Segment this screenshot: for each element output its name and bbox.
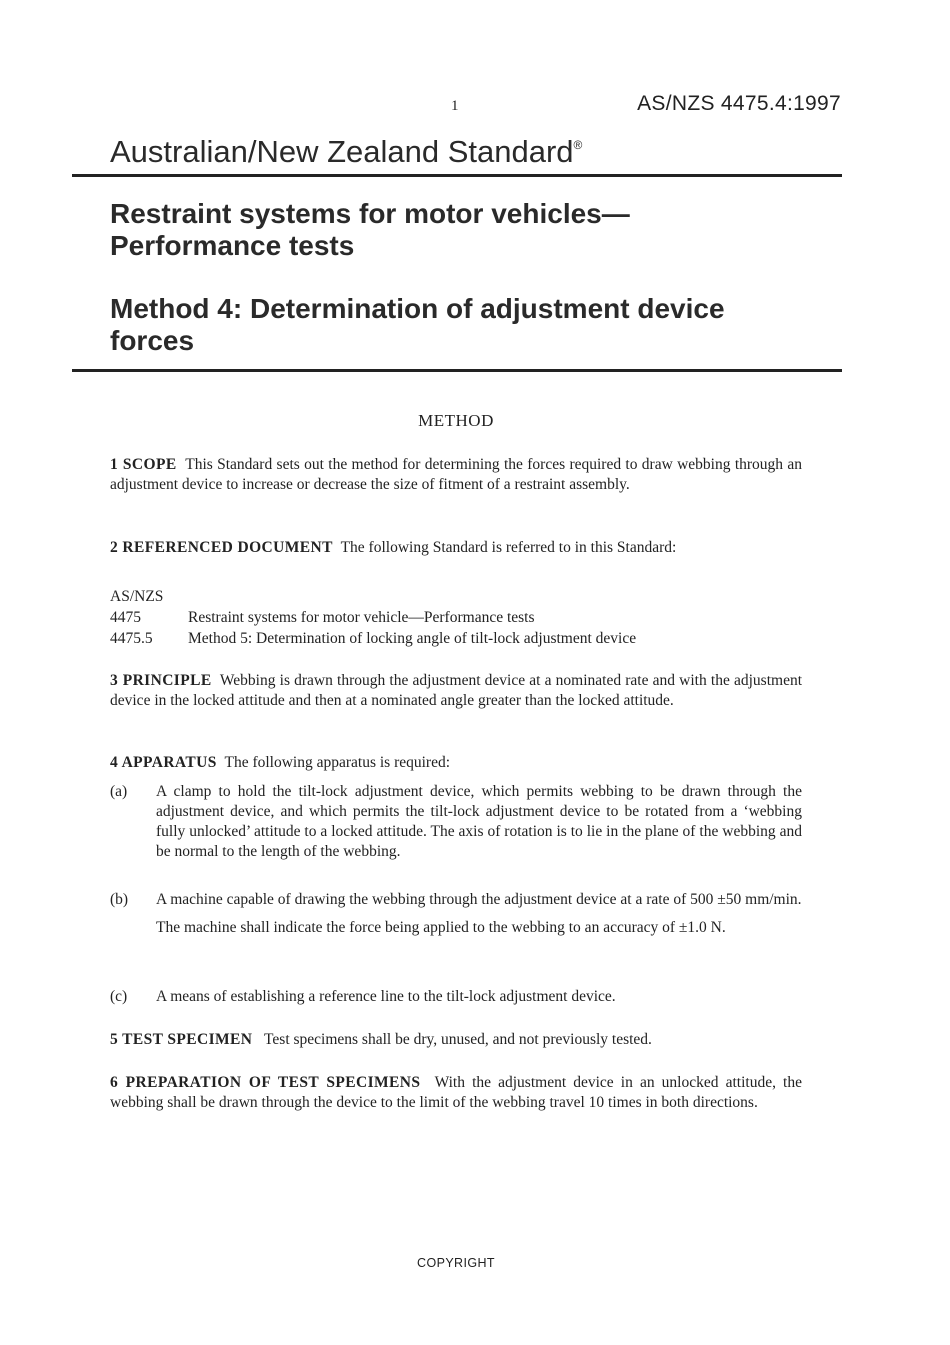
title-bottom-rule	[72, 369, 842, 372]
principle-heading: 3 PRINCIPLE	[110, 672, 212, 689]
preparation-paragraph	[110, 1073, 802, 1113]
preparation-heading: 6 PREPARATION OF TEST SPECIMENS	[110, 1074, 421, 1091]
ref-table-header: AS/NZS	[110, 588, 164, 605]
specimen-paragraph	[110, 1030, 802, 1050]
apparatus-paragraph	[110, 753, 802, 773]
ref-doc-title: Method 5: Determination of locking angle of tilt-lock adjustment device	[188, 630, 637, 647]
copyright-footer: COPYRIGHT	[417, 1256, 495, 1270]
title-line-2: Performance tests	[110, 230, 355, 261]
page-number: 1	[451, 98, 459, 114]
item-note: The machine shall indicate the force being applied to the webbing to an accuracy of ±1.0 N.	[156, 919, 726, 936]
ref-doc-row	[110, 607, 535, 628]
item-label: (b)	[110, 891, 129, 908]
apparatus-item-a	[110, 782, 802, 862]
ref-doc-row	[110, 628, 636, 649]
preparation-text: With the adjustment device in an unlocked attitude, the webbing shall be drawn through the device to the limit of the webbing travel 10 times in both directions.	[110, 1074, 802, 1111]
apparatus-item-c	[110, 987, 802, 1007]
brand-text: Australian/New Zealand Standard	[110, 134, 574, 169]
document-title	[110, 198, 830, 262]
referenced-heading: 2 REFERENCED DOCUMENT	[110, 539, 333, 556]
ref-doc-code: 4475	[110, 609, 141, 626]
title-line-1: Restraint systems for motor vehicles—	[110, 198, 630, 229]
referenced-text: The following Standard is referred to in this Standard:	[340, 539, 677, 556]
principle-paragraph	[110, 671, 802, 711]
item-label: (c)	[110, 988, 128, 1005]
ref-doc-title: Restraint systems for motor vehicle—Performance tests	[188, 609, 535, 626]
standard-number: AS/NZS 4475.4:1997	[637, 92, 841, 115]
method-title	[110, 293, 830, 357]
apparatus-text: The following apparatus is required:	[224, 754, 451, 771]
item-label: (a)	[110, 783, 128, 800]
method-title-line-2: forces	[110, 325, 195, 356]
item-text: A clamp to hold the tilt-lock adjustment device, which permits webbing to be drawn through the adjustment device, and which permits the tilt-lock adjustment device to be rotated from a ‘webbing fully unlocked’ attitude to a locked attitude. The axis of rotation is to lie in the plane of the webbing and be normal to the length of the webbing.	[156, 783, 802, 860]
referenced-paragraph	[110, 538, 802, 558]
principle-text: Webbing is drawn through the adjustment device at a nominated rate and with the adjustment device in the locked attitude and then at a nominated angle greater than the locked attitude.	[110, 672, 803, 709]
scope-text: This Standard sets out the method for determining the forces required to draw webbing through an adjustment device to increase or decrease the size of fitment of a restraint assembly.	[110, 456, 802, 493]
apparatus-heading: 4 APPARATUS	[110, 754, 217, 771]
specimen-text: Test specimens shall be dry, unused, and not previously tested.	[264, 1031, 652, 1048]
item-text: A machine capable of drawing the webbing through the adjustment device at a rate of 500 ±50 mm/min.	[156, 891, 802, 908]
specimen-heading: 5 TEST SPECIMEN	[110, 1031, 253, 1048]
section-heading: METHOD	[418, 411, 494, 430]
apparatus-item-b	[110, 890, 802, 938]
item-text: A means of establishing a reference line to the tilt-lock adjustment device.	[156, 988, 616, 1005]
registered-mark: ®	[573, 138, 583, 152]
ref-doc-code: 4475.5	[110, 630, 153, 647]
scope-paragraph	[110, 455, 802, 495]
standard-brand	[110, 134, 582, 170]
method-title-line-1: Method 4: Determination of adjustment device	[110, 293, 725, 324]
scope-heading: 1 SCOPE	[110, 456, 177, 473]
top-rule	[72, 174, 842, 177]
